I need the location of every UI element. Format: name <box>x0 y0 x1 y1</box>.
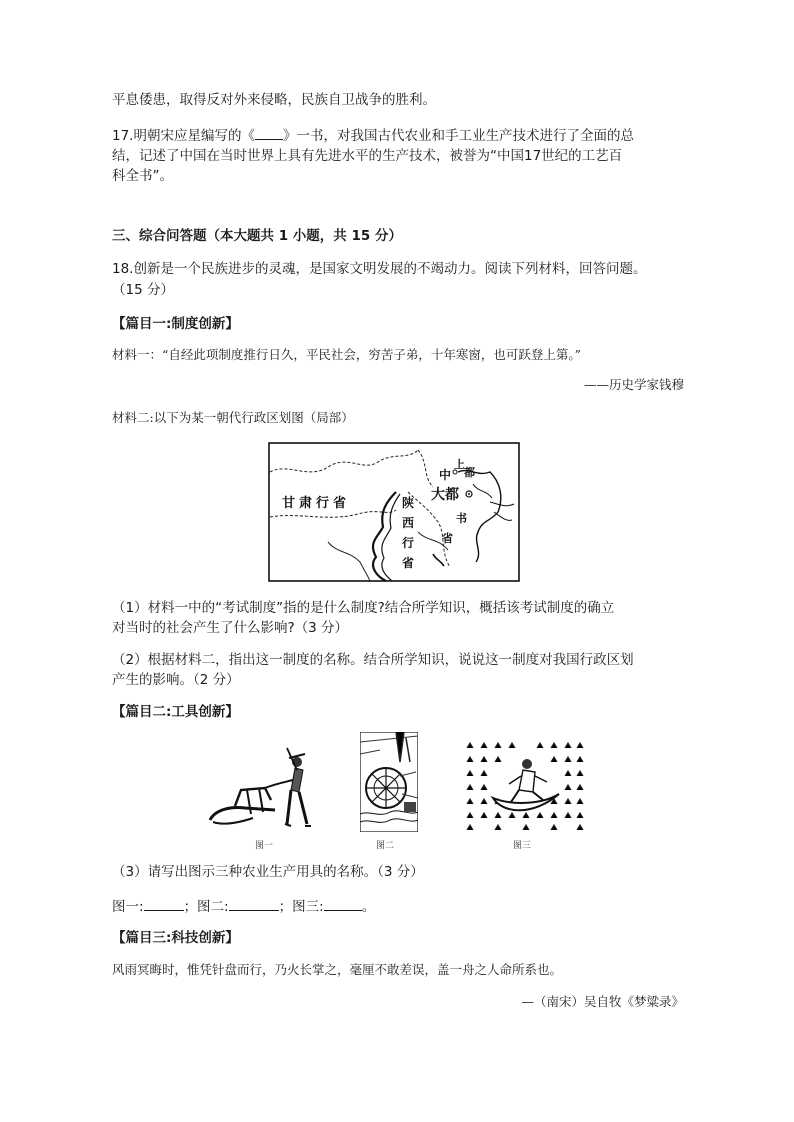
q17-line2: 结，记述了中国在当时世界上具有先进水平的生产技术，被誉为“中国17世纪的工艺百 <box>112 148 623 164</box>
section3-title: 三、综合问答题（本大题共 1 小题，共 15 分） <box>112 228 402 244</box>
q17-line3: 科全书”。 <box>112 168 173 184</box>
answer-blank-figure2[interactable] <box>229 896 279 911</box>
map-label-shu: 书 <box>456 512 467 525</box>
caption-figure2: 图二 <box>376 841 395 851</box>
figure1-curved-plough <box>205 740 325 832</box>
part3-source: —（南宋）吴自牧《梦粱录》 <box>521 994 684 1009</box>
caption-figure3: 图三 <box>513 841 532 851</box>
q16-tail: 平息倭患，取得反对外来侵略，民族自卫战争的胜利。 <box>112 92 436 108</box>
q17-line1 <box>112 125 634 146</box>
material2-text: 材料二:以下为某一朝代行政区划图（局部） <box>112 410 354 425</box>
q2-line1: （2）根据材料二，指出这一制度的名称。结合所学知识，说说这一制度对我国行政区划 <box>112 652 634 668</box>
answer-label-figure1: 图一: <box>112 899 144 915</box>
transplanting-boat-drawing <box>463 740 585 832</box>
figure2-water-wheel <box>360 732 418 832</box>
q18-line2: （15 分） <box>112 282 174 298</box>
map-drawing <box>268 442 520 582</box>
q17-answer-blank[interactable] <box>255 125 283 140</box>
map-label-dadu: 大都 <box>431 487 459 503</box>
map-label-sheng: 省 <box>402 556 415 570</box>
answer-label-figure3: ；图三: <box>278 899 324 915</box>
map-label-xing: 行 <box>402 536 415 550</box>
caption-figure1: 图一 <box>255 841 274 851</box>
part3-title: 【篇目三:科技创新】 <box>112 930 239 946</box>
material1-source: ——历史学家钱穆 <box>583 377 684 392</box>
answer-blank-figure3[interactable] <box>324 896 362 911</box>
yuan-province-map <box>268 442 520 582</box>
figure3-transplanting-boat <box>463 740 585 832</box>
plough-drawing <box>205 740 325 832</box>
q3-answer-line <box>112 896 375 917</box>
q1-line1: （1）材料一中的“考试制度”指的是什么制度?结合所学知识，概括该考试制度的确立 <box>112 600 615 616</box>
answer-end-mark: 。 <box>361 899 376 915</box>
answer-label-figure2: ；图二: <box>183 899 229 915</box>
q17-prefix: 17.明朝宋应星编写的《 <box>112 128 255 144</box>
material1-text: 材料一：“自经此项制度推行日久，平民社会，穷苦子弟，十年寒窗，也可跃登上第。” <box>112 347 582 362</box>
q2-line2: 产生的影响。（2 分） <box>112 672 240 688</box>
map-label-xi: 西 <box>402 516 415 530</box>
water-wheel-drawing <box>360 732 418 832</box>
map-label-shaan: 陕 <box>402 496 415 510</box>
q1-line2: 对当时的社会产生了什么影响?（3 分） <box>112 620 349 636</box>
map-label-gansu: 甘肃行省 <box>282 496 351 511</box>
part3-quote: 风雨冥晦时，惟凭针盘而行，乃火长掌之，毫厘不敢差误，盖一舟之人命所系也。 <box>112 962 563 977</box>
part2-title: 【篇目二:工具创新】 <box>112 704 239 720</box>
map-label-shang: 上 <box>454 458 465 471</box>
answer-blank-figure1[interactable] <box>144 896 184 911</box>
map-label-sheng-central: 省 <box>442 532 453 545</box>
map-label-zhong: 中 <box>439 468 452 482</box>
part1-title: 【篇目一:制度创新】 <box>112 316 239 332</box>
map-label-du: 都 <box>464 466 475 479</box>
q17-suffix: 》一书，对我国古代农业和手工业生产技术进行了全面的总 <box>282 128 634 144</box>
q3-text: （3）请写出图示三种农业生产用具的名称。（3 分） <box>112 864 424 880</box>
q18-line1: 18.创新是一个民族进步的灵魂，是国家文明发展的不竭动力。阅读下列材料，回答问题。 <box>112 261 647 277</box>
